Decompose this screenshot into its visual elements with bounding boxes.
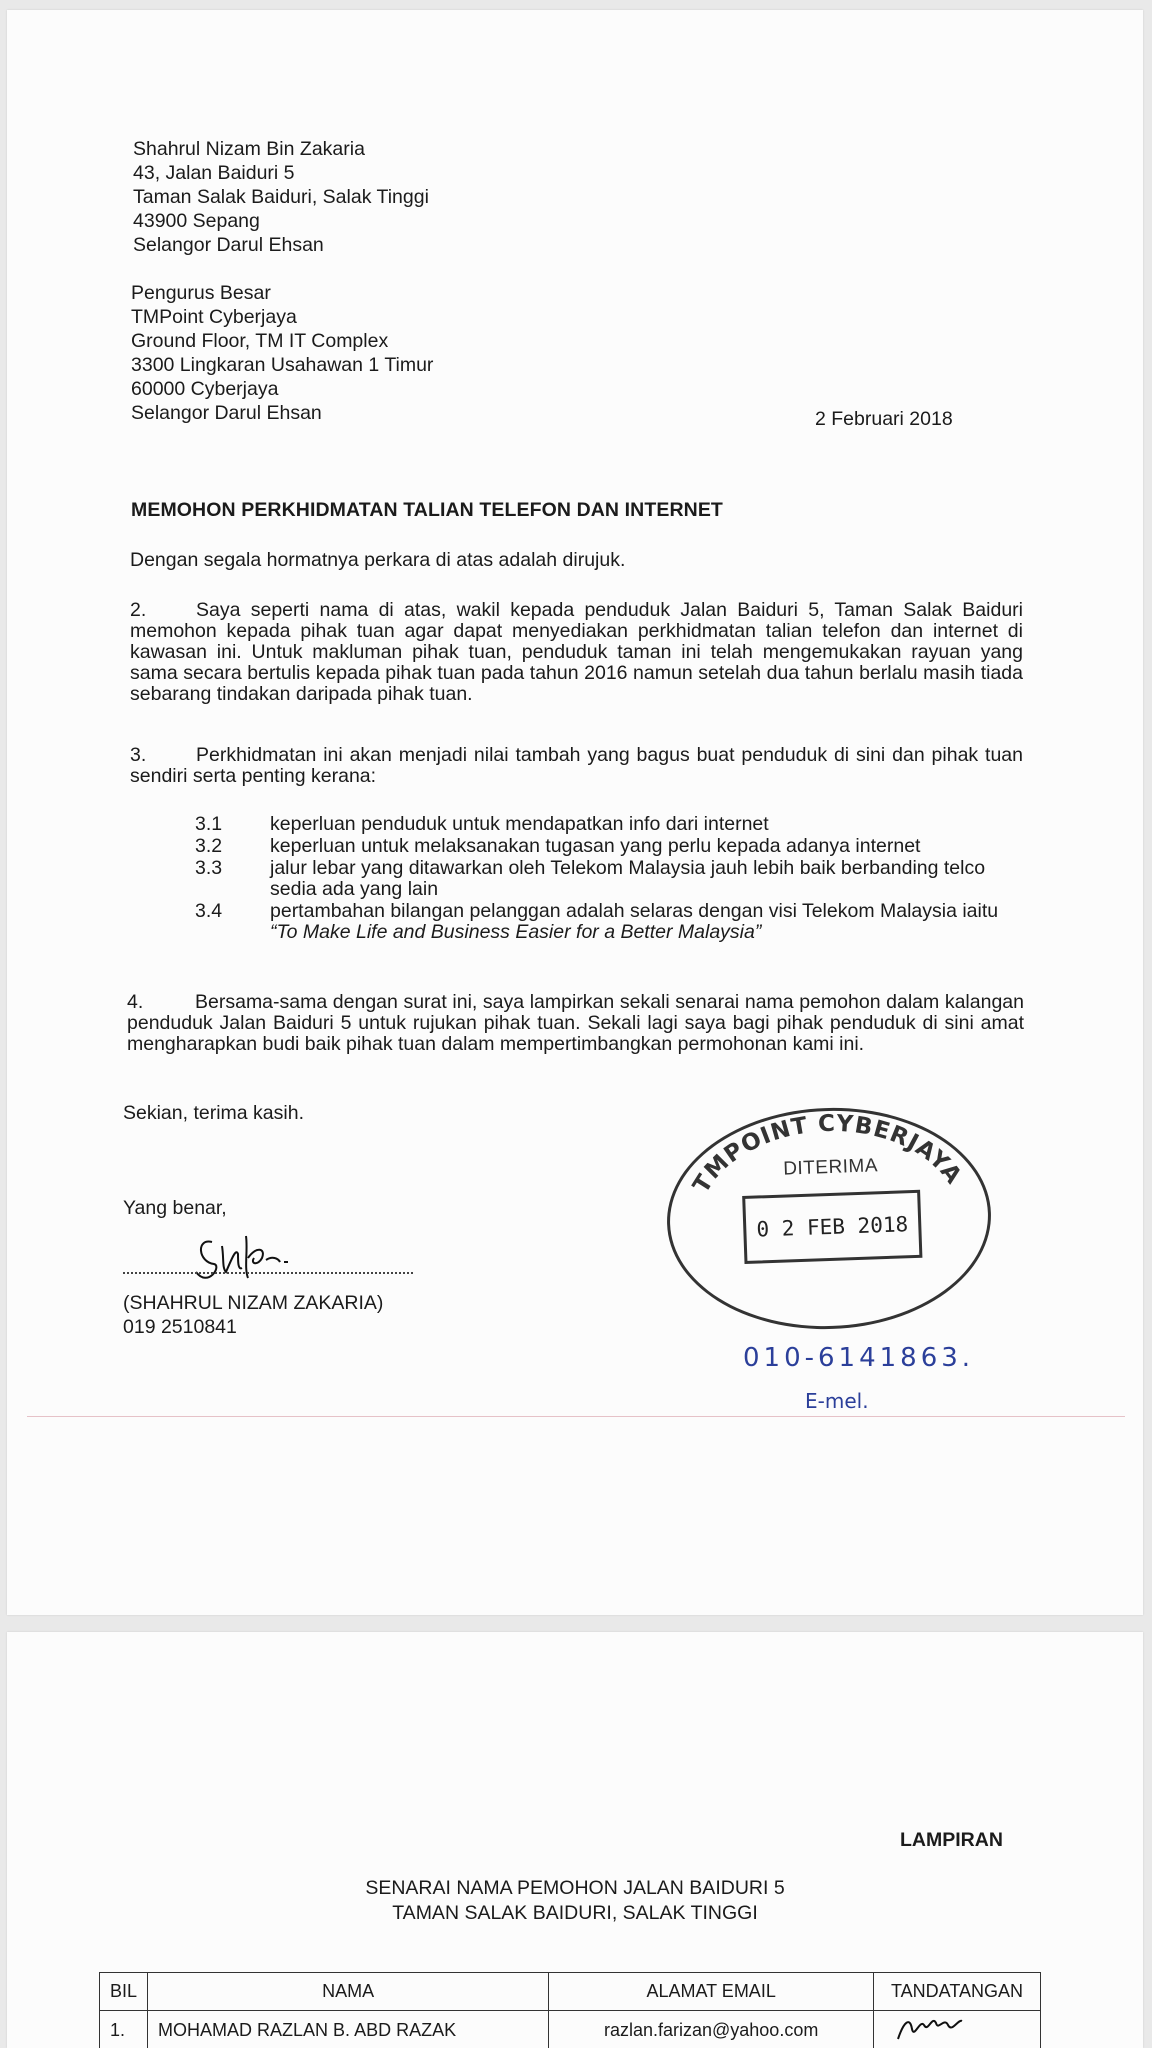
page-divider-line bbox=[27, 1416, 1125, 1417]
table-row bbox=[100, 2011, 1041, 2048]
recipient-line: 60000 Cyberjaya bbox=[131, 378, 279, 400]
letter-page-1 bbox=[7, 10, 1143, 1615]
paragraph-4 bbox=[127, 992, 1024, 1055]
row-signature-image bbox=[884, 2011, 974, 2045]
attachment-title-line2: TAMAN SALAK BAIDURI, SALAK TINGGI bbox=[392, 1902, 758, 1924]
list-number: 3.2 bbox=[195, 835, 223, 857]
signature-image bbox=[192, 1228, 302, 1290]
list-item bbox=[195, 814, 1025, 835]
paragraph-text: Perkhidmatan ini akan menjadi nilai tambah yang bagus buat penduduk di sini dan pihak tuan sendiri serta penting kerana: bbox=[130, 744, 1023, 787]
stamp-status: DITERIMA bbox=[782, 1155, 879, 1180]
cell-email: razlan.farizan@yahoo.com bbox=[549, 2011, 874, 2048]
paragraph-number: 4. bbox=[127, 991, 144, 1013]
attachment-title-line1: SENARAI NAMA PEMOHON JALAN BAIDURI 5 bbox=[365, 1877, 785, 1899]
signer-name: (SHAHRUL NIZAM ZAKARIA) bbox=[123, 1292, 384, 1314]
sender-line: Shahrul Nizam Bin Zakaria bbox=[133, 138, 365, 160]
list-item bbox=[195, 836, 1025, 857]
table-header-row bbox=[100, 1973, 1041, 2011]
list-number: 3.4 bbox=[195, 900, 223, 922]
recipient-line: Selangor Darul Ehsan bbox=[131, 402, 322, 424]
recipient-address bbox=[131, 281, 433, 425]
cell-nama: MOHAMAD RAZLAN B. ABD RAZAK bbox=[148, 2011, 549, 2048]
recipient-line: Ground Floor, TM IT Complex bbox=[131, 330, 389, 352]
handwritten-phone: 010-6141863. bbox=[743, 1343, 975, 1373]
column-header-bil: BIL bbox=[100, 1973, 148, 2011]
attachment-label: LAMPIRAN bbox=[900, 1829, 1003, 1851]
list-text: keperluan untuk melaksanakan tugasan yang perlu kepada adanya internet bbox=[270, 835, 921, 857]
vision-quote: “To Make Life and Business Easier for a Better Malaysia” bbox=[270, 921, 762, 943]
signer-phone: 019 2510841 bbox=[123, 1316, 237, 1338]
cell-signature bbox=[874, 2011, 1041, 2048]
yours-truly: Yang benar, bbox=[123, 1197, 227, 1219]
column-header-email: ALAMAT EMAIL bbox=[549, 1973, 874, 2011]
column-header-nama: NAMA bbox=[148, 1973, 549, 2011]
applicant-table bbox=[99, 1972, 1041, 2048]
paragraph-number: 2. bbox=[130, 599, 147, 621]
letter-page-2 bbox=[7, 1632, 1143, 2048]
recipient-line: Pengurus Besar bbox=[131, 282, 271, 304]
paragraph-text: Saya seperti nama di atas, wakil kepada penduduk Jalan Baiduri 5, Taman Salak Baiduri memohon kepada pihak tuan agar dapat menyediakan perkhidmatan talian telefon dan internet di kawasan ini. Untuk makluman pihak tuan, penduduk taman ini telah mengemukakan rayuan yang sama secara bertulis kepada pihak tuan pada tahun 2016 namun setelah dua tahun berlalu masih tiada sebarang tindakan daripada pihak tuan. bbox=[130, 599, 1023, 705]
list-text: pertambahan bilangan pelanggan adalah selaras dengan visi Telekom Malaysia iaitu bbox=[270, 900, 999, 922]
svg-text:TMPOINT CYBERJAYA bbox=[686, 1106, 967, 1198]
cell-bil: 1. bbox=[100, 2011, 148, 2048]
paragraph-3 bbox=[130, 745, 1023, 787]
list-text: jalur lebar yang ditawarkan oleh Telekom Malaysia jauh lebih baik berbanding telco sedia ada yang lain bbox=[270, 857, 986, 900]
paragraph-number: 3. bbox=[130, 744, 147, 766]
stamp-org: TMPOINT CYBERJAYA bbox=[688, 1110, 967, 1198]
list-number: 3.1 bbox=[195, 813, 223, 835]
stamp-date: 0 2 FEB 2018 bbox=[742, 1190, 922, 1264]
recipient-line: 3300 Lingkaran Usahawan 1 Timur bbox=[131, 354, 434, 376]
closing-line: Sekian, terima kasih. bbox=[123, 1102, 304, 1124]
letter-subject: MEMOHON PERKHIDMATAN TALIAN TELEFON DAN INTERNET bbox=[131, 499, 723, 521]
sender-line: 43, Jalan Baiduri 5 bbox=[133, 162, 295, 184]
list-item bbox=[195, 858, 1025, 900]
list-text: keperluan penduduk untuk mendapatkan info dari internet bbox=[270, 813, 769, 835]
sender-line: Selangor Darul Ehsan bbox=[133, 234, 324, 256]
list-number: 3.3 bbox=[195, 857, 223, 879]
paragraph-2 bbox=[130, 600, 1023, 705]
column-header-tandatangan: TANDATANGAN bbox=[874, 1973, 1041, 2011]
list-text-wrap bbox=[270, 901, 1025, 943]
opening-line: Dengan segala hormatnya perkara di atas adalah dirujuk. bbox=[130, 549, 626, 571]
sender-address bbox=[133, 137, 429, 257]
signature-line bbox=[123, 1272, 413, 1274]
received-stamp bbox=[663, 1102, 995, 1334]
paragraph-text: Bersama-sama dengan surat ini, saya lampirkan sekali senarai nama pemohon dalam kalangan penduduk Jalan Baiduri 5 untuk rujukan pihak tuan. Sekali lagi saya bagi pihak penduduk di sini amat mengharapkan budi baik pihak tuan dalam mempertimbangkan permohonan kami ini. bbox=[127, 991, 1024, 1055]
list-item bbox=[195, 901, 1025, 943]
sender-line: 43900 Sepang bbox=[133, 210, 260, 232]
letter-date: 2 Februari 2018 bbox=[815, 408, 953, 430]
handwritten-note: E-mel. bbox=[805, 1389, 869, 1413]
recipient-line: TMPoint Cyberjaya bbox=[131, 306, 297, 328]
sender-line: Taman Salak Baiduri, Salak Tinggi bbox=[133, 186, 429, 208]
reasons-list bbox=[195, 814, 1025, 944]
